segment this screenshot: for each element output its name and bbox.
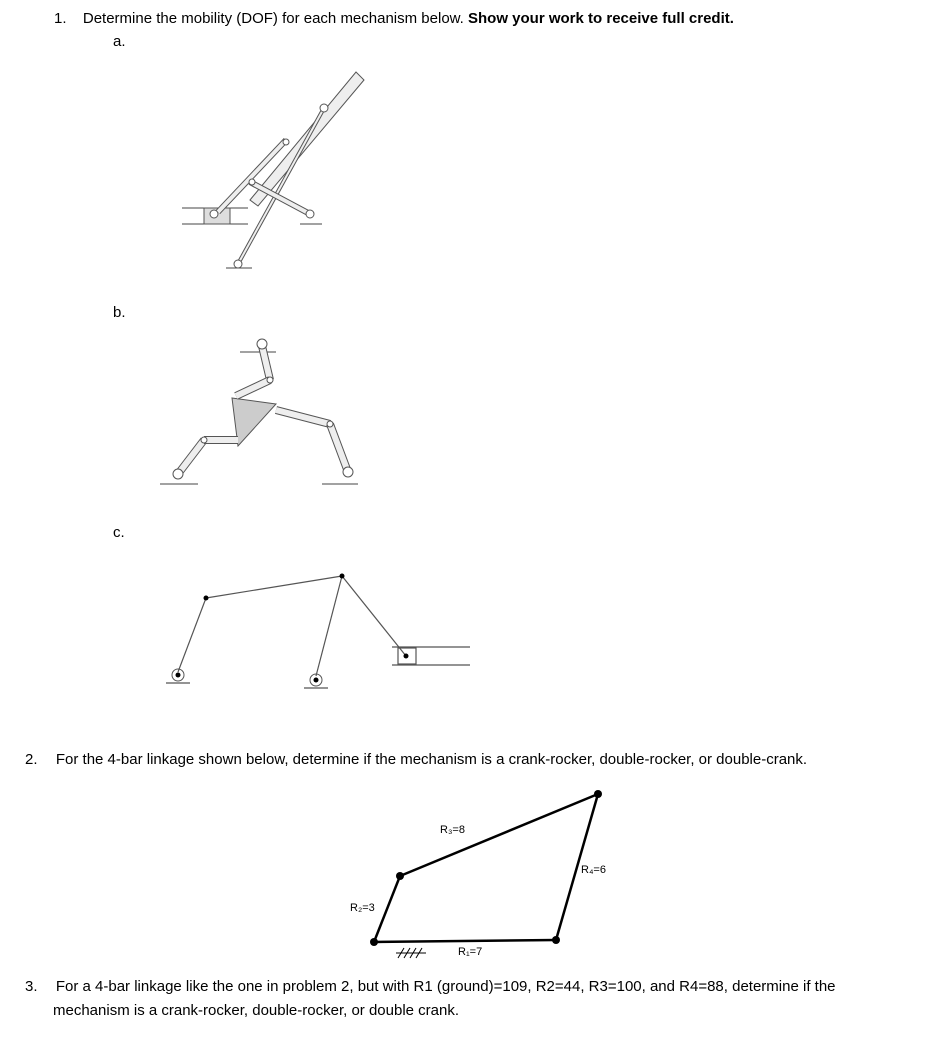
link-r2: [374, 876, 400, 942]
link-r1: [374, 940, 556, 942]
question-1-text: Determine the mobility (DOF) for each mechanism below.: [82, 10, 464, 27]
joint-a: [396, 872, 404, 880]
label-r3: R₃=8: [440, 824, 465, 836]
joint-o2: [370, 938, 378, 946]
question-2-text: For the 4-bar linkage shown below, determine if the mechanism is a crank-rocker, double-rocker, or double-crank.: [55, 751, 808, 768]
label-r1: R₁=7: [458, 946, 483, 958]
question-3-line-1: For a 4-bar linkage like the one in problem 2, but with R1 (ground)=109, R2=44, R3=100, and R4=88, determine if the: [55, 978, 836, 995]
question-1-bold-instruction: Show your work to receive full credit.: [468, 10, 734, 27]
question-3-line-2-row: [53, 1001, 459, 1021]
question-3-line-2: mechanism is a crank-rocker, double-rocker, or double crank.: [53, 1002, 460, 1019]
question-3: [25, 977, 836, 997]
part-c-label: c.: [113, 524, 125, 541]
part-a-label: a.: [113, 33, 126, 50]
label-r2: R₂=3: [350, 902, 375, 914]
part-b-label: b.: [113, 304, 126, 321]
label-r4: R₄=6: [581, 864, 606, 876]
link-r3: [400, 794, 598, 876]
joint-b: [594, 790, 602, 798]
question-3-number: 3.: [25, 978, 38, 995]
question-1-number: 1.: [54, 10, 67, 27]
question-2-number: 2.: [25, 751, 38, 768]
joint-o4: [552, 936, 560, 944]
